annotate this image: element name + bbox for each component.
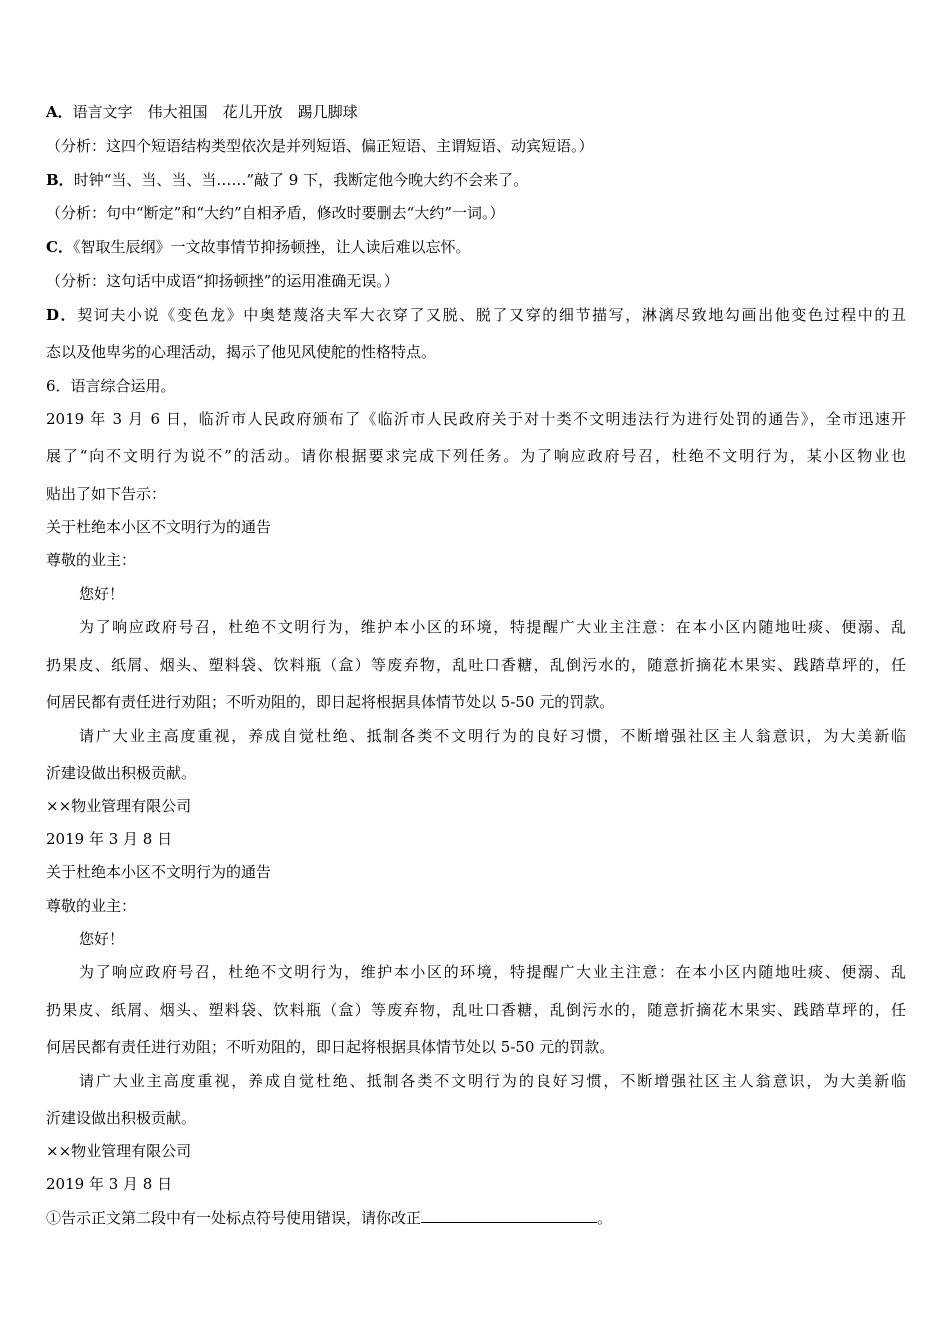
- option-c-text: 《智取生辰纲》一文故事情节抑扬顿挫，让人读后难以忘怀。: [72, 238, 471, 256]
- notice-salutation: 尊敬的业主：: [46, 551, 137, 569]
- option-d: [46, 305, 906, 325]
- option-a: [46, 102, 358, 122]
- notice-date-repeat: 2019 年 3 月 8 日: [46, 1175, 173, 1193]
- option-c-label: C．: [46, 238, 73, 256]
- option-d-text-line1: 契诃夫小说《变色龙》中奥楚蔑洛夫军大衣穿了又脱、脱了又穿的细节描写，淋漓尽致地勾画出他变色过程中的丑: [77, 306, 906, 324]
- option-b-text: 时钟“当、当、当、当……”敲了 9 下，我断定他今晚大约不会来了。: [73, 171, 529, 189]
- notice-greeting: 您好！: [79, 585, 125, 603]
- option-c-analysis: （分析：这句话中成语“抑扬顿挫”的运用准确无误。）: [46, 272, 399, 290]
- question-6-intro-line1: 2019 年 3 月 6 日，临沂市人民政府颁布了《临沂市人民政府关于对十类不文明违法行为进行处罚的通告》，全市迅速开: [46, 410, 906, 428]
- option-b-analysis: （分析：句中“断定”和“大约”自相矛盾，修改时要删去“大约”一词。）: [46, 204, 505, 222]
- option-c: [46, 237, 470, 257]
- notice-signature-repeat: ××物业管理有限公司: [46, 1142, 192, 1160]
- notice-para1-line2-repeat: 扔果皮、纸屑、烟头、塑料袋、饮料瓶（盒）等废弃物，乱吐口香糖，乱倒污水的，随意折摘花木果实、践踏草坪的，任: [46, 1001, 906, 1019]
- notice-para2-line1: 请广大业主高度重视，养成自觉杜绝、抵制各类不文明行为的良好习惯，不断增强社区主人翁意识，为大美新临: [79, 727, 906, 745]
- notice-title: 关于杜绝本小区不文明行为的通告: [46, 518, 272, 536]
- question-6-heading: 6．语言综合运用。: [46, 377, 176, 395]
- question-6-intro-line2: 展了“向不文明行为说不”的活动。请你根据要求完成下列任务。为了响应政府号召，杜绝不文明行为，某小区物业也: [46, 447, 906, 465]
- option-d-text-line2: 态以及他卑劣的心理活动，揭示了他见风使舵的性格特点。: [46, 343, 437, 361]
- option-b-label: B．: [46, 171, 74, 189]
- task-1-suffix: 。: [597, 1209, 613, 1227]
- notice-greeting-repeat: 您好！: [79, 930, 125, 948]
- notice-para1-line1: 为了响应政府号召，杜绝不文明行为，维护本小区的环境，特提醒广大业主注意：在本小区内随地吐痰、便溺、乱: [79, 618, 906, 636]
- question-6-intro-line3: 贴出了如下告示：: [46, 485, 167, 503]
- task-1-prompt: ①告示正文第二段中有一处标点符号使用错误，请你改正: [46, 1209, 422, 1227]
- task-1: [46, 1208, 612, 1228]
- notice-para1-line2: 扔果皮、纸屑、烟头、塑料袋、饮料瓶（盒）等废弃物，乱吐口香糖，乱倒污水的，随意折摘花木果实、践踏草坪的，任: [46, 656, 906, 674]
- option-d-label: D．: [46, 306, 78, 324]
- option-b: [46, 170, 528, 190]
- notice-para2-line1-repeat: 请广大业主高度重视，养成自觉杜绝、抵制各类不文明行为的良好习惯，不断增强社区主人翁意识，为大美新临: [79, 1072, 906, 1090]
- option-a-analysis: （分析：这四个短语结构类型依次是并列短语、偏正短语、主谓短语、动宾短语。）: [46, 137, 594, 155]
- notice-para2-line2-repeat: 沂建设做出积极贡献。: [46, 1109, 197, 1127]
- option-a-text: 语言文字 伟大祖国 花儿开放 踢几脚球: [72, 103, 358, 121]
- notice-para2-line2: 沂建设做出积极贡献。: [46, 764, 197, 782]
- notice-para1-line3-repeat: 何居民都有责任进行劝阻；不听劝阻的，即日起将根据具体情节处以 5-50 元的罚款。: [46, 1038, 615, 1056]
- notice-title-repeat: 关于杜绝本小区不文明行为的通告: [46, 863, 272, 881]
- notice-para1-line3: 何居民都有责任进行劝阻；不听劝阻的，即日起将根据具体情节处以 5-50 元的罚款。: [46, 693, 615, 711]
- notice-signature: ××物业管理有限公司: [46, 797, 192, 815]
- notice-date: 2019 年 3 月 8 日: [46, 830, 173, 848]
- notice-para1-line1-repeat: 为了响应政府号召，杜绝不文明行为，维护本小区的环境，特提醒广大业主注意：在本小区内随地吐痰、便溺、乱: [79, 963, 906, 981]
- notice-salutation-repeat: 尊敬的业主：: [46, 897, 137, 915]
- option-a-label: A．: [46, 103, 73, 121]
- answer-blank[interactable]: [421, 1208, 597, 1223]
